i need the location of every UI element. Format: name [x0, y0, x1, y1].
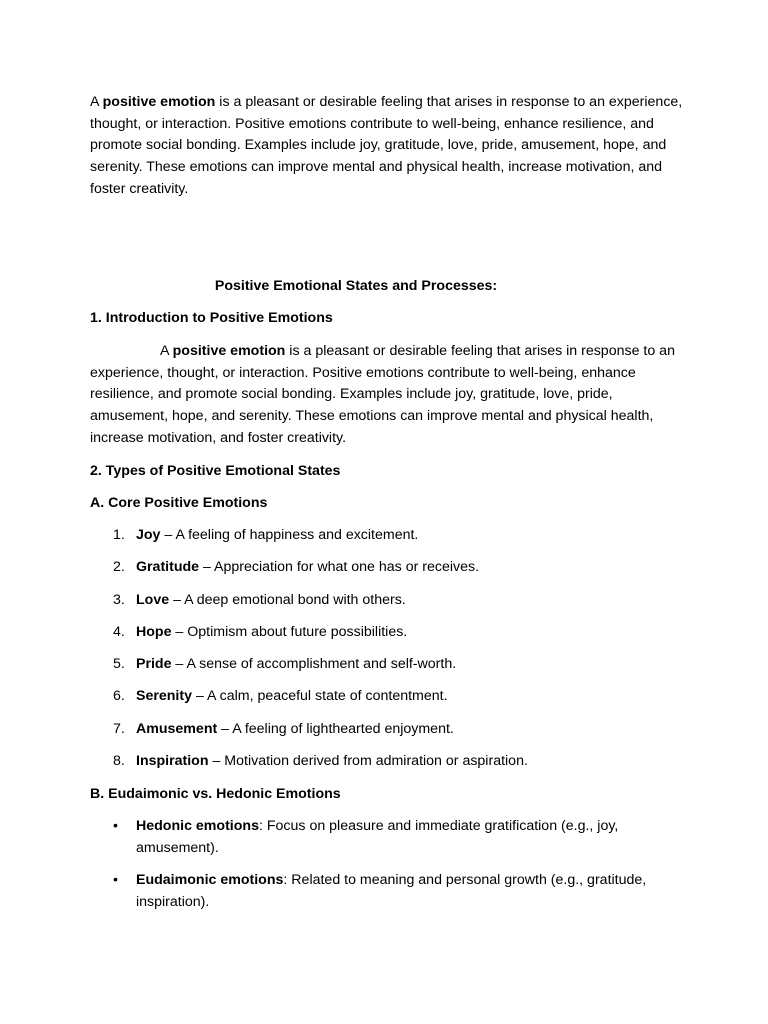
list-item — [90, 622, 685, 654]
subsection-a-heading: A. Core Positive Emotions — [90, 495, 268, 511]
list-item — [90, 870, 685, 913]
list-desc: – A calm, peaceful state of contentment. — [192, 688, 448, 705]
list-number: 5. — [113, 656, 125, 673]
list-term: Amusement — [136, 720, 218, 737]
main-heading: Positive Emotional States and Processes: — [214, 278, 498, 294]
intro-paragraph — [90, 92, 685, 201]
core-emotions-list — [90, 525, 685, 783]
intro-text: is a pleasant or desirable feeling that arises in response to an experience, thought, or interaction. Positive emotions contribute to well-being, enhance resilience, and promote social bonding. Examples include joy, gratitude, love, pride, amusement, hope, and serenity. These emotions can improve mental and physical health, increase motivation, and foster creativity. — [90, 94, 683, 197]
list-number: 4. — [113, 623, 125, 640]
list-number: 6. — [113, 688, 125, 705]
list-term: Joy — [136, 527, 161, 543]
list-term: Eudaimonic emotions — [136, 872, 284, 889]
list-desc: – Appreciation for what one has or receives. — [199, 559, 480, 576]
list-item — [90, 719, 685, 751]
list-term: Pride — [136, 656, 172, 673]
subsection-b-heading: B. Eudaimonic vs. Hedonic Emotions — [90, 786, 341, 802]
section-1-text: is a pleasant or desirable feeling that arises in response to an experience, thought, or interaction. Positive emotions contribute to well-being, enhance resilience, and promote social bonding. Examples include joy, gratitude, love, pride, amusement, hope, and serenity. These emotions can improve mental and physical health, increase motivation, and foster creativity. — [90, 343, 675, 446]
section-1-term: positive emotion — [172, 343, 286, 359]
bullet-icon: • — [113, 818, 118, 834]
list-number: 8. — [113, 753, 125, 770]
document-page — [90, 92, 685, 911]
section-1-paragraph — [90, 341, 685, 450]
list-item — [90, 816, 685, 859]
list-number: 7. — [113, 720, 125, 737]
list-term: Serenity — [136, 688, 192, 705]
list-desc: – A deep emotional bond with others. — [169, 591, 406, 608]
bullet-icon: • — [113, 872, 118, 889]
section-1-prefix: A — [160, 343, 173, 359]
intro-term: positive emotion — [102, 94, 216, 110]
list-desc: – Motivation derived from admiration or aspiration. — [208, 753, 528, 770]
list-desc: – A sense of accomplishment and self-worth. — [171, 656, 457, 673]
intro-prefix: A — [90, 94, 103, 110]
list-term: Inspiration — [136, 753, 209, 770]
list-desc: : Related to meaning and personal growth (e.g., gratitude, inspiration). — [136, 872, 647, 911]
list-number: 1. — [113, 527, 125, 543]
list-item — [90, 590, 685, 622]
list-desc: – Optimism about future possibilities. — [171, 623, 408, 640]
list-term: Gratitude — [136, 559, 200, 576]
list-desc: : Focus on pleasure and immediate gratification (e.g., joy, amusement). — [136, 818, 619, 856]
list-number: 2. — [113, 559, 125, 576]
list-number: 3. — [113, 591, 125, 608]
emotion-types-list — [90, 816, 685, 925]
list-item — [90, 525, 685, 557]
list-term: Hedonic emotions — [136, 818, 259, 834]
list-item — [90, 686, 685, 718]
list-desc: – A feeling of happiness and excitement. — [160, 527, 419, 543]
list-item — [90, 751, 685, 783]
list-desc: – A feeling of lighthearted enjoyment. — [217, 720, 454, 737]
list-term: Love — [136, 591, 170, 608]
section-1-heading: 1. Introduction to Positive Emotions — [90, 310, 333, 326]
list-term: Hope — [136, 623, 172, 640]
section-2-heading: 2. Types of Positive Emotional States — [90, 463, 341, 479]
list-item — [90, 654, 685, 686]
list-item — [90, 557, 685, 589]
